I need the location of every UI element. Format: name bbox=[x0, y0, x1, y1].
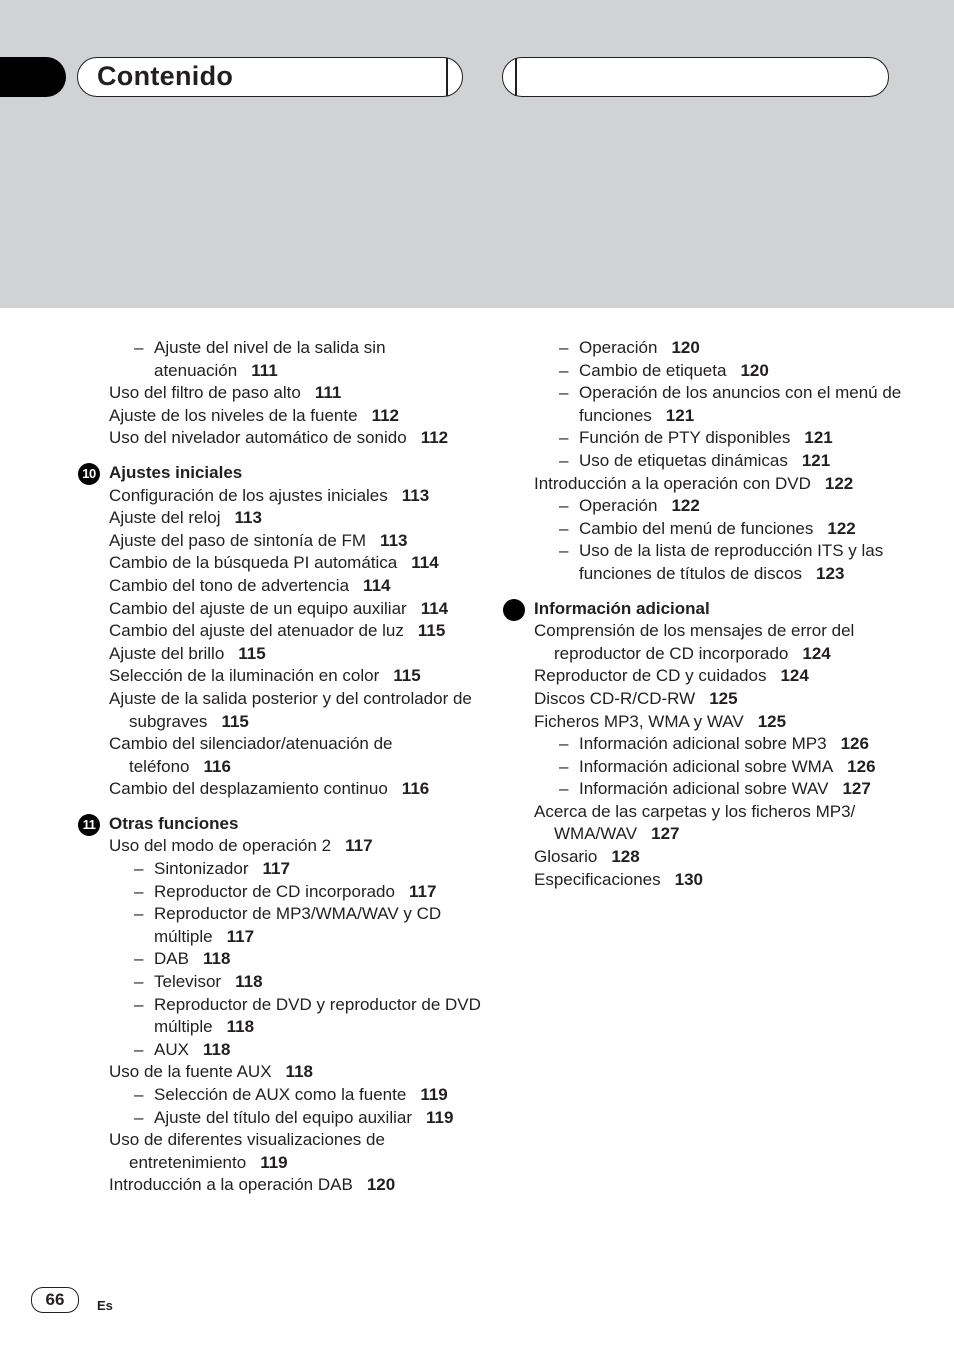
entry-page-number: 126 bbox=[847, 756, 876, 776]
entry-text: Operación de los anuncios con el menú de funciones bbox=[579, 383, 902, 425]
entry-page-number: 117 bbox=[262, 859, 290, 879]
section-title: Ajustes iniciales bbox=[109, 462, 243, 482]
entry-page-number: 116 bbox=[203, 756, 231, 776]
toc-entry[interactable] bbox=[109, 733, 484, 778]
entry-page-number: 117 bbox=[345, 836, 373, 856]
entry-page-number: 114 bbox=[411, 553, 439, 573]
entry-text: Uso de la fuente AUX bbox=[109, 1062, 272, 1082]
entry-page-number: 122 bbox=[671, 496, 700, 516]
entry-text: Televisor bbox=[154, 972, 222, 992]
entry-text: Ajuste de la salida posterior y del controlador de subgraves bbox=[109, 688, 472, 731]
entry-text: Reproductor de MP3/WMA/WAV y CD múltiple bbox=[154, 904, 442, 946]
entry-text: Reproductor de CD incorporado bbox=[154, 881, 395, 901]
toc-subentry[interactable]: – Ajuste del nivel de la salida sin atenuación 111 bbox=[134, 338, 386, 380]
toc-subentry[interactable]: – Reproductor de MP3/WMA/WAV y CD múltiple 117 bbox=[134, 904, 442, 946]
toc-right-column bbox=[534, 337, 914, 891]
toc-entry[interactable] bbox=[109, 575, 484, 598]
toc-subentry[interactable]: – DAB 118 bbox=[134, 949, 231, 969]
entry-text: Uso del modo de operación 2 bbox=[109, 836, 332, 856]
entry-page-number: 118 bbox=[285, 1062, 313, 1082]
toc-subentry[interactable]: – AUX 118 bbox=[134, 1039, 231, 1059]
entry-text: Cambio del ajuste del atenuador de luz bbox=[109, 621, 404, 641]
toc-entry[interactable] bbox=[109, 835, 484, 858]
toc-entry[interactable] bbox=[534, 801, 914, 846]
entry-text: Comprensión de los mensajes de error del reproductor de CD incorporado bbox=[534, 621, 855, 663]
entry-text: Información adicional sobre MP3 bbox=[579, 734, 827, 754]
entry-text: Acerca de las carpetas y los ficheros MP3/ WMA/WAV bbox=[534, 801, 856, 844]
toc-subentry[interactable]: – Función de PTY disponibles 121 bbox=[559, 428, 833, 448]
toc-subentry[interactable]: – Información adicional sobre WAV 127 bbox=[559, 779, 871, 799]
entry-page-number: 113 bbox=[380, 530, 408, 550]
toc-entry[interactable] bbox=[109, 485, 484, 508]
entry-text: Sintonizador bbox=[154, 859, 249, 879]
entry-page-number: 114 bbox=[420, 598, 449, 618]
toc-entry[interactable] bbox=[534, 688, 914, 711]
entry-page-number: 124 bbox=[780, 666, 809, 686]
entry-text: Ajuste del brillo bbox=[109, 643, 225, 663]
entry-page-number: 119 bbox=[426, 1107, 454, 1127]
toc-entry[interactable] bbox=[109, 382, 484, 405]
entry-text: Ficheros MP3, WMA y WAV bbox=[534, 711, 744, 731]
entry-text: Selección de AUX como la fuente bbox=[154, 1085, 407, 1104]
toc-subentry[interactable]: – Reproductor de DVD y reproductor de DVD múltiple 118 bbox=[134, 994, 481, 1037]
toc-left-column bbox=[82, 337, 484, 1197]
language-code: Es bbox=[97, 1298, 113, 1313]
header-band bbox=[0, 0, 954, 308]
toc-subentry[interactable]: – Información adicional sobre WMA 126 bbox=[559, 756, 876, 776]
toc-entry[interactable] bbox=[109, 530, 484, 553]
toc-entry[interactable] bbox=[109, 1174, 484, 1197]
entry-text: Cambio del ajuste de un equipo auxiliar bbox=[109, 598, 407, 618]
entry-text: Introducción a la operación DAB bbox=[109, 1175, 353, 1195]
entry-text: Cambio de etiqueta bbox=[579, 360, 727, 380]
entry-text: Uso del filtro de paso alto bbox=[109, 383, 301, 403]
entry-page-number: 111 bbox=[314, 383, 342, 403]
entry-text: Glosario bbox=[534, 847, 598, 867]
empty-title-frame bbox=[502, 57, 889, 97]
entry-page-number: 120 bbox=[740, 360, 769, 380]
entry-page-number: 118 bbox=[235, 972, 263, 992]
entry-page-number: 112 bbox=[420, 428, 449, 448]
entry-text: Ajuste de los niveles de la fuente bbox=[109, 405, 358, 425]
entry-page-number: 115 bbox=[221, 711, 249, 731]
entry-text: Uso de etiquetas dinámicas bbox=[579, 450, 788, 470]
entry-text: Uso de la lista de reproducción ITS y las funciones de títulos de discos bbox=[579, 541, 884, 583]
entry-page-number: 120 bbox=[671, 338, 700, 357]
entry-page-number: 115 bbox=[238, 643, 266, 663]
entry-text: Cambio del menú de funciones bbox=[579, 518, 814, 538]
toc-subentry[interactable]: – Operación 120 bbox=[559, 338, 700, 357]
chapter-number-badge: 10 bbox=[78, 463, 100, 485]
entry-text: Cambio del silenciador/atenuación de teléfono bbox=[109, 734, 393, 776]
entry-page-number: 119 bbox=[260, 1152, 288, 1172]
entry-text: AUX bbox=[154, 1039, 189, 1059]
toc-subentry[interactable]: – Información adicional sobre MP3 126 bbox=[559, 734, 869, 754]
entry-page-number: 112 bbox=[371, 405, 399, 425]
entry-text: Especificaciones bbox=[534, 869, 661, 889]
entry-page-number: 121 bbox=[804, 428, 833, 448]
entry-page-number: 127 bbox=[842, 779, 871, 799]
toc-entry[interactable] bbox=[109, 688, 484, 733]
toc-entry[interactable] bbox=[534, 665, 914, 688]
entry-page-number: 111 bbox=[251, 360, 278, 380]
entry-text: Uso del nivelador automático de sonido bbox=[109, 428, 407, 448]
entry-text: Operación bbox=[579, 338, 658, 357]
toc-entry[interactable] bbox=[534, 620, 914, 665]
toc-section-heading bbox=[82, 462, 484, 485]
section-title: Información adicional bbox=[534, 598, 710, 618]
entry-page-number: 128 bbox=[611, 847, 640, 867]
toc-subentry[interactable]: – Ajuste del título del equipo auxiliar 119 bbox=[134, 1107, 454, 1127]
entry-page-number: 113 bbox=[234, 508, 262, 528]
toc-subentry[interactable]: – Selección de AUX como la fuente 119 bbox=[134, 1085, 448, 1104]
entry-text: Cambio del tono de advertencia bbox=[109, 575, 350, 595]
entry-text: DAB bbox=[154, 949, 189, 969]
toc-section-heading bbox=[534, 598, 914, 621]
entry-text: Ajuste del nivel de la salida sin atenuación bbox=[154, 338, 386, 380]
entry-text: Operación bbox=[579, 496, 658, 516]
entry-text: Ajuste del título del equipo auxiliar bbox=[154, 1107, 412, 1127]
toc-entry[interactable] bbox=[109, 598, 484, 621]
entry-text: Discos CD-R/CD-RW bbox=[534, 688, 696, 708]
toc-entry[interactable] bbox=[109, 643, 484, 666]
entry-text: Configuración de los ajustes iniciales bbox=[109, 485, 388, 505]
entry-text: Uso de diferentes visualizaciones de entretenimiento bbox=[109, 1130, 385, 1172]
toc-subentry[interactable]: – Uso de etiquetas dinámicas 121 bbox=[559, 450, 831, 470]
entry-page-number: 117 bbox=[226, 926, 255, 946]
toc-entry[interactable] bbox=[109, 405, 484, 428]
toc-entry[interactable] bbox=[109, 665, 484, 688]
entry-page-number: 122 bbox=[824, 473, 854, 493]
toc-entry[interactable] bbox=[534, 869, 914, 892]
entry-text: Cambio de la búsqueda PI automática bbox=[109, 553, 398, 573]
entry-page-number: 122 bbox=[827, 518, 856, 538]
entry-text: Reproductor de CD y cuidados bbox=[534, 666, 767, 686]
chapter-number-badge: 11 bbox=[78, 814, 100, 836]
entry-text: Reproductor de DVD y reproductor de DVD múltiple bbox=[154, 994, 481, 1037]
toc-entry[interactable] bbox=[109, 620, 484, 643]
entry-page-number: 118 bbox=[202, 949, 231, 969]
toc-entry[interactable] bbox=[109, 507, 484, 530]
toc-entry[interactable] bbox=[534, 711, 914, 734]
page-number: 66 bbox=[31, 1287, 79, 1313]
toc-section-heading bbox=[82, 813, 484, 836]
toc-subentry[interactable]: – Cambio del menú de funciones 122 bbox=[559, 518, 856, 538]
toc-entry[interactable] bbox=[109, 427, 484, 450]
toc-subentry[interactable]: – Televisor 118 bbox=[134, 972, 263, 992]
entry-page-number: 120 bbox=[366, 1175, 396, 1195]
entry-page-number: 121 bbox=[801, 450, 831, 470]
toc-subentry[interactable]: – Sintonizador 117 bbox=[134, 859, 290, 879]
entry-page-number: 117 bbox=[408, 881, 437, 901]
entry-page-number: 125 bbox=[757, 711, 787, 731]
entry-text: Información adicional sobre WMA bbox=[579, 756, 834, 776]
entry-page-number: 119 bbox=[420, 1085, 448, 1104]
toc-entry[interactable] bbox=[534, 846, 914, 869]
toc-subentry[interactable]: – Cambio de etiqueta 120 bbox=[559, 360, 769, 380]
toc-subentry[interactable]: – Operación de los anuncios con el menú de funciones 121 bbox=[559, 383, 902, 425]
entry-page-number: 116 bbox=[401, 779, 430, 799]
section-tab-marker bbox=[0, 57, 66, 97]
entry-page-number: 125 bbox=[709, 688, 738, 708]
page-title: Contenido bbox=[97, 61, 234, 91]
entry-text: Cambio del desplazamiento continuo bbox=[109, 779, 388, 799]
entry-text: Información adicional sobre WAV bbox=[579, 779, 829, 799]
entry-page-number: 121 bbox=[665, 405, 695, 425]
entry-page-number: 127 bbox=[651, 824, 680, 844]
entry-page-number: 118 bbox=[202, 1039, 231, 1059]
entry-text: Función de PTY disponibles bbox=[579, 428, 791, 448]
toc-subentry[interactable]: – Uso de la lista de reproducción ITS y las funciones de títulos de discos 123 bbox=[559, 541, 884, 583]
entry-page-number: 113 bbox=[401, 485, 430, 505]
toc-subentry[interactable]: – Reproductor de CD incorporado 117 bbox=[134, 881, 437, 901]
chapter-number-badge bbox=[503, 599, 525, 621]
entry-page-number: 115 bbox=[417, 621, 446, 641]
entry-text: Ajuste del paso de sintonía de FM bbox=[109, 530, 367, 550]
toc-entry[interactable] bbox=[109, 1061, 484, 1084]
entry-page-number: 126 bbox=[840, 734, 869, 754]
entry-page-number: 115 bbox=[393, 666, 421, 686]
entry-page-number: 118 bbox=[226, 1017, 255, 1037]
entry-page-number: 114 bbox=[363, 575, 391, 595]
entry-text: Ajuste del reloj bbox=[109, 508, 221, 528]
toc-entry[interactable] bbox=[534, 473, 914, 496]
toc-entry[interactable] bbox=[109, 778, 484, 801]
entry-text: Introducción a la operación con DVD bbox=[534, 473, 811, 493]
entry-page-number: 124 bbox=[802, 643, 831, 663]
toc-entry[interactable] bbox=[109, 1129, 484, 1174]
entry-page-number: 123 bbox=[816, 563, 845, 583]
toc-entry[interactable] bbox=[109, 552, 484, 575]
entry-text: Selección de la iluminación en color bbox=[109, 666, 380, 686]
toc-subentry[interactable]: – Operación 122 bbox=[559, 496, 700, 516]
entry-page-number: 130 bbox=[674, 869, 703, 889]
section-title: Otras funciones bbox=[109, 813, 239, 833]
